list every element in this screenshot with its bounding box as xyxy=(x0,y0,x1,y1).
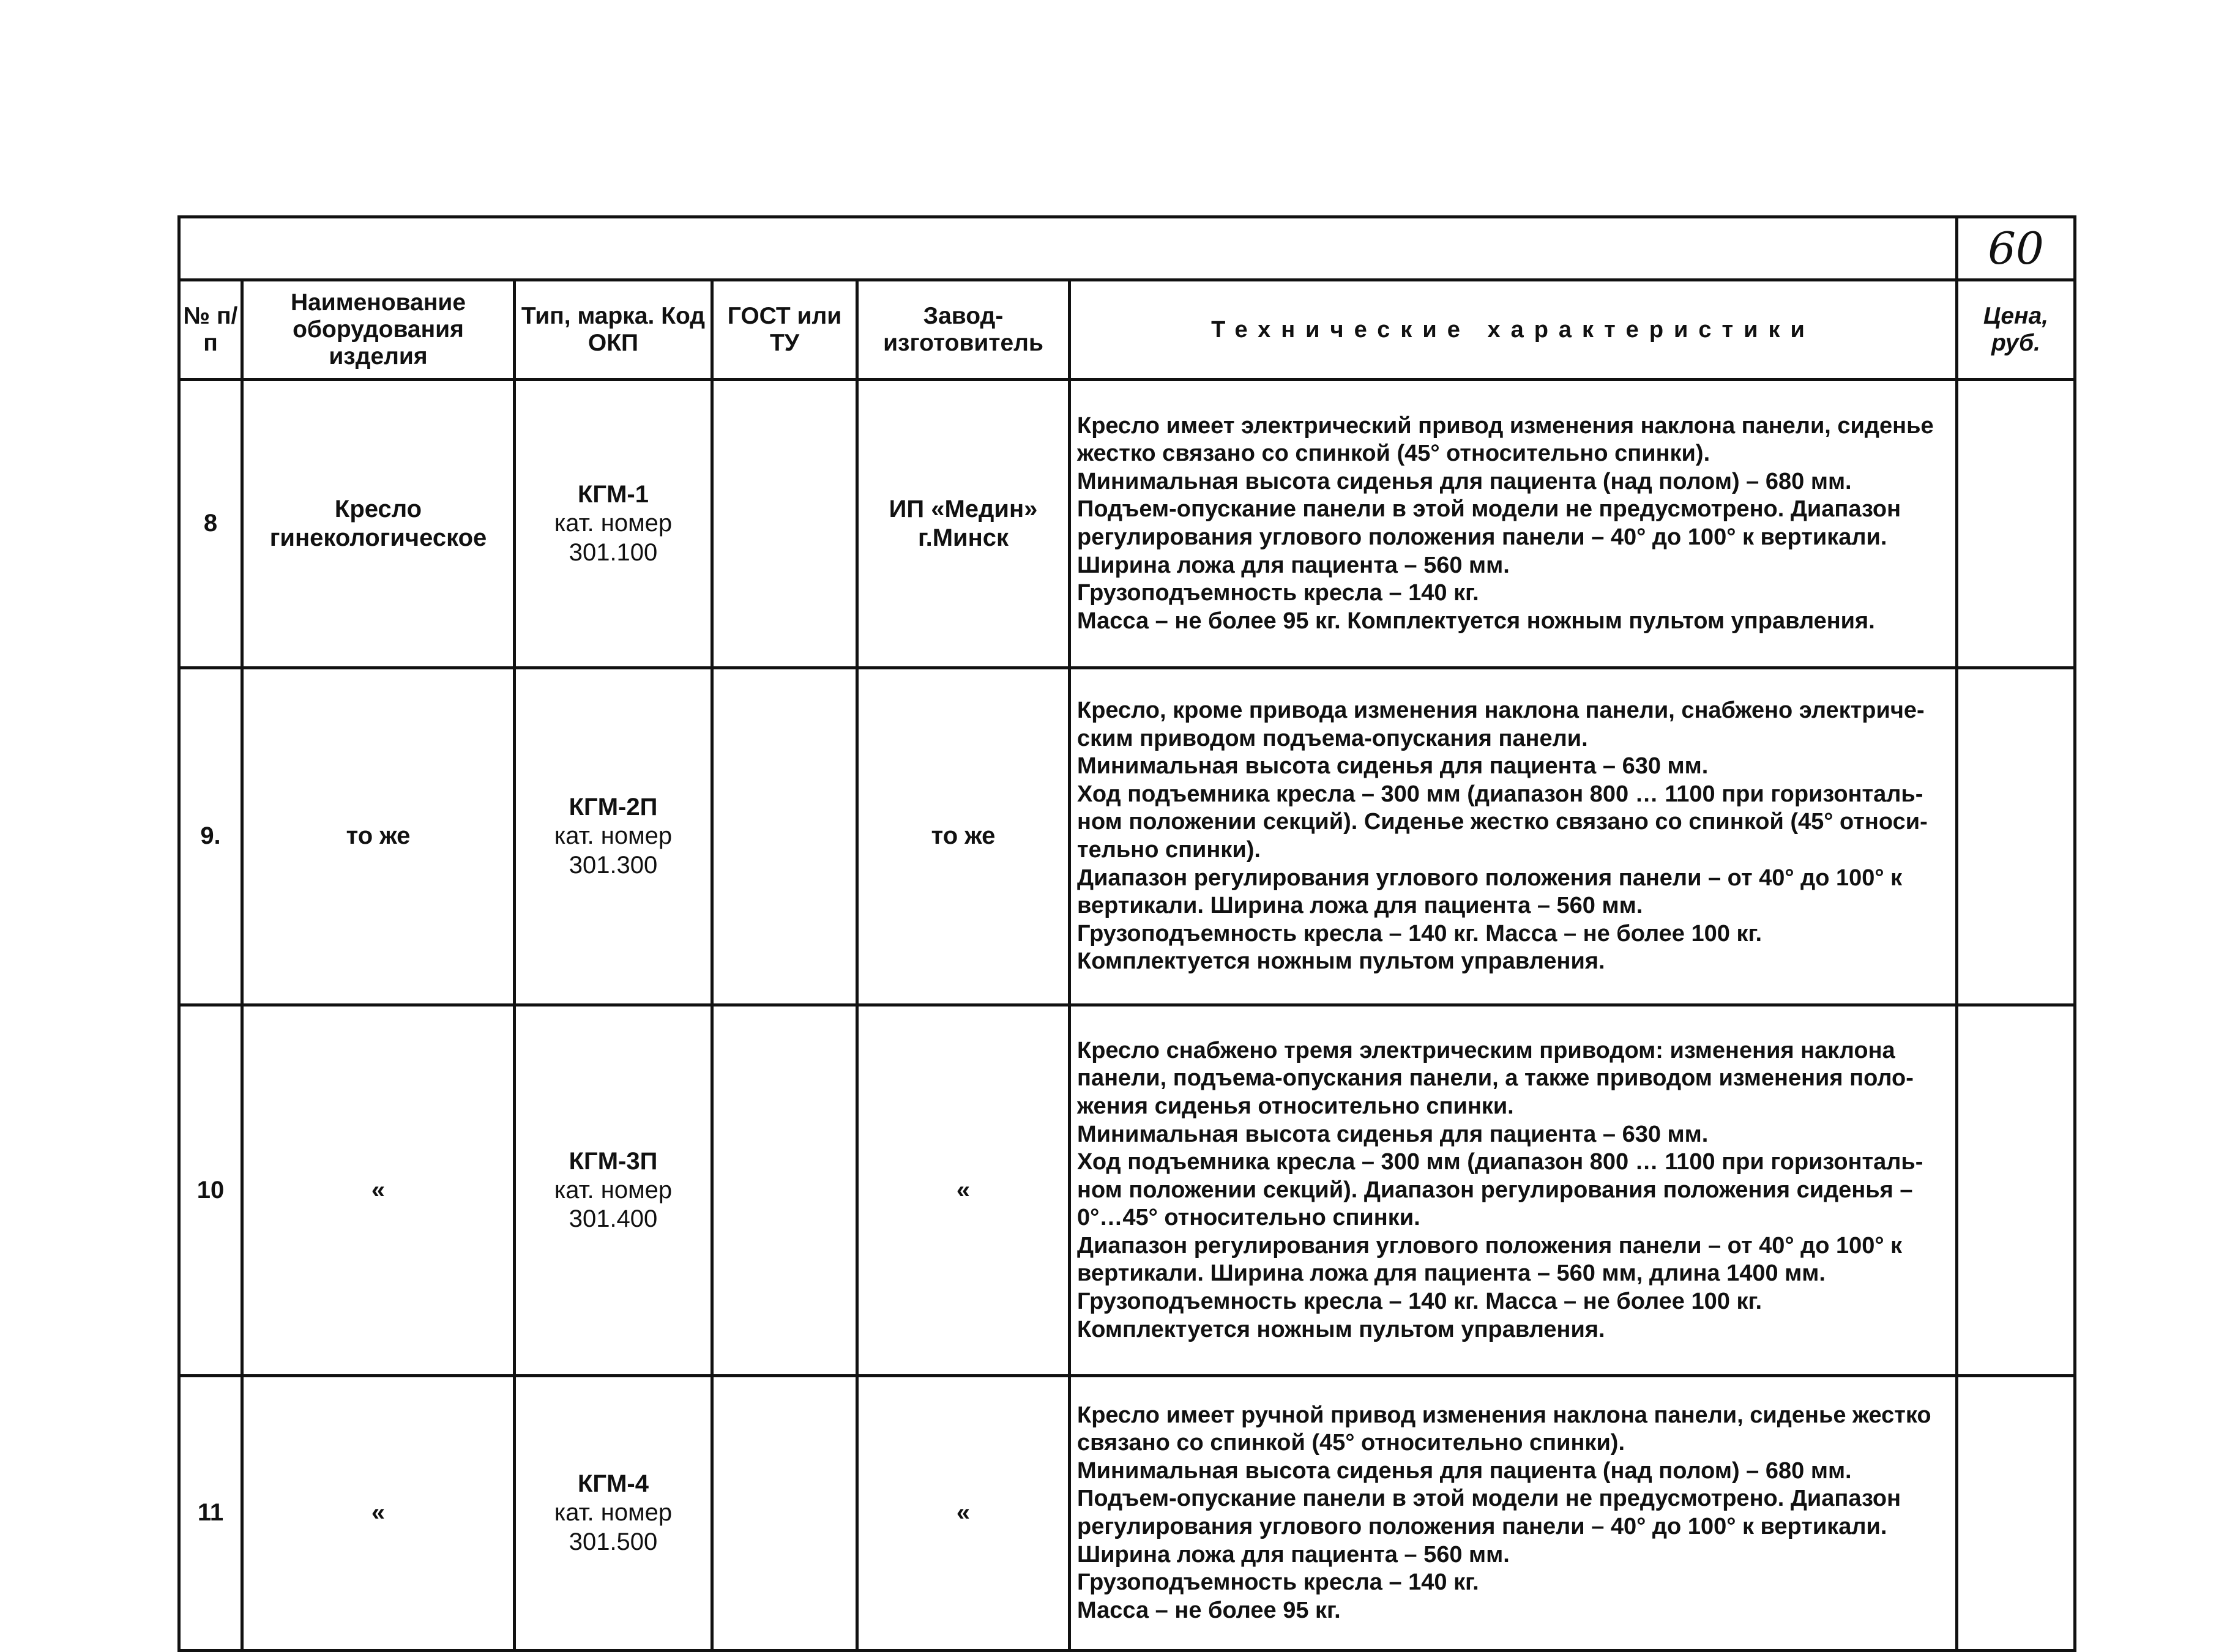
tech-line: Минимальная высота сиденья для пациента – 630 мм. xyxy=(1077,753,1709,779)
tech-line: жестко связано со спинкой (45° относительно спинки). xyxy=(1077,441,1710,467)
tech-line: Диапазон регулирования углового положения панели – от 40° до 100° к xyxy=(1077,1232,1903,1259)
gost-cell xyxy=(712,1376,857,1651)
model-cell xyxy=(515,1005,712,1376)
tech-line: регулирования углового положения панели – 40° до 100° к вертикали. xyxy=(1077,524,1887,550)
catalog-label: кат. номер xyxy=(554,510,673,537)
tech-line: Масса – не более 95 кг. xyxy=(1077,1597,1341,1623)
tech-line: тельно спинки). xyxy=(1077,837,1261,863)
model-cell xyxy=(515,668,712,1005)
tech-specs xyxy=(1070,380,1957,668)
tech-line: Ширина ложа для пациента – 560 мм. xyxy=(1077,552,1510,578)
model-cell xyxy=(515,380,712,668)
model-code: КГМ-1 xyxy=(578,481,649,508)
catalog-number: 301.500 xyxy=(569,1528,658,1555)
tech-line: связано со спинкой (45° относительно спинки). xyxy=(1077,1430,1625,1456)
tech-line: Ход подъемника кресла – 300 мм (диапазон 800 … 1100 при горизонталь- xyxy=(1077,781,1923,807)
tech-line: Ход подъемника кресла – 300 мм (диапазон 800 … 1100 при горизонталь- xyxy=(1077,1149,1923,1175)
header-type: Тип, марка. Код ОКП xyxy=(515,280,712,380)
equipment-name: Кресло гинекологическое xyxy=(242,380,515,668)
tech-line: ном положении секций). Диапазон регулирования положения сиденья – xyxy=(1077,1177,1913,1203)
tech-line: регулирования углового положения панели – 40° до 100° к вертикали. xyxy=(1077,1514,1887,1539)
price-cell xyxy=(1957,1005,2075,1376)
tech-line: вертикали. Ширина ложа для пациента – 560 мм, длина 1400 мм. xyxy=(1077,1260,1826,1287)
equipment-name: « xyxy=(242,1005,515,1376)
catalog-label: кат. номер xyxy=(554,822,673,850)
tech-line: Минимальная высота сиденья для пациента – 630 мм. xyxy=(1077,1121,1709,1147)
tech-line: Грузоподъемность кресла – 140 кг. Масса – не более 100 кг. xyxy=(1077,1289,1762,1315)
header-name: Наименование оборудования изделия xyxy=(242,280,515,380)
header-num: № п/п xyxy=(179,280,242,380)
tech-line: Грузоподъемность кресла – 140 кг. Масса – не более 100 кг. xyxy=(1077,920,1762,947)
tech-line: вертикали. Ширина ложа для пациента – 560 мм. xyxy=(1077,893,1643,919)
gost-cell xyxy=(712,1005,857,1376)
gost-cell xyxy=(712,380,857,668)
tech-line: Кресло имеет ручной привод изменения наклона панели, сиденье жестко xyxy=(1077,1402,1931,1428)
row-number: 9. xyxy=(179,668,242,1005)
manufacturer: « xyxy=(857,1005,1070,1376)
row-number: 11 xyxy=(179,1376,242,1651)
tech-line: ном положении секций). Сиденье жестко связано со спинкой (45° относи- xyxy=(1077,809,1928,835)
tech-line: Подъем-опускание панели в этой модели не предусмотрено. Диапазон xyxy=(1077,1486,1901,1512)
tech-line: Кресло снабжено тремя электрическим приводом: изменения наклона xyxy=(1077,1037,1895,1063)
tech-line: Подъем-опускание панели в этой модели не предусмотрено. Диапазон xyxy=(1077,496,1901,523)
table-row xyxy=(179,380,2075,668)
tech-line: Грузоподъемность кресла – 140 кг. xyxy=(1077,580,1479,606)
price-cell xyxy=(1957,1376,2075,1651)
manufacturer: то же xyxy=(857,668,1070,1005)
table-header xyxy=(179,280,2075,380)
catalog-number: 301.100 xyxy=(569,538,658,566)
catalog-label: кат. номер xyxy=(554,1499,673,1527)
page-number-row xyxy=(179,217,2075,280)
catalog-number: 301.300 xyxy=(569,851,658,879)
equipment-name: то же xyxy=(242,668,515,1005)
model-cell xyxy=(515,1376,712,1651)
tech-line: Минимальная высота сиденья для пациента (над полом) – 680 мм. xyxy=(1077,1457,1852,1484)
header-tech: Технические характеристики xyxy=(1070,280,1957,380)
tech-specs xyxy=(1070,1005,1957,1376)
catalog-label: кат. номер xyxy=(554,1176,673,1204)
tech-line: Масса – не более 95 кг. Комплектуется ножным пультом управления. xyxy=(1077,608,1875,634)
row-number: 8 xyxy=(179,380,242,668)
model-code: КГМ-2П xyxy=(569,794,658,821)
blank-top-cell xyxy=(179,217,1957,280)
tech-line: Минимальная высота сиденья для пациента (над полом) – 680 мм. xyxy=(1077,468,1852,494)
tech-line: Кресло, кроме привода изменения наклона панели, снабжено электриче- xyxy=(1077,698,1925,724)
table-row xyxy=(179,1376,2075,1651)
document-sheet xyxy=(177,215,2073,1652)
tech-line: Грузоподъемность кресла – 140 кг. xyxy=(1077,1569,1479,1596)
tech-line: ским приводом подъема-опускания панели. xyxy=(1077,725,1588,751)
tech-line: Диапазон регулирования углового положения панели – от 40° до 100° к xyxy=(1077,865,1903,891)
tech-line: Ширина ложа для пациента – 560 мм. xyxy=(1077,1541,1510,1568)
price-cell xyxy=(1957,668,2075,1005)
equipment-name: « xyxy=(242,1376,515,1651)
model-code: КГМ-4 xyxy=(578,1470,649,1498)
price-cell xyxy=(1957,380,2075,668)
page-number: 60 xyxy=(1957,217,2075,280)
tech-specs xyxy=(1070,668,1957,1005)
header-maker: Завод-изготовитель xyxy=(857,280,1070,380)
table-row xyxy=(179,668,2075,1005)
tech-line: Комплектуется ножным пультом управления. xyxy=(1077,948,1605,975)
header-gost: ГОСТ или ТУ xyxy=(712,280,857,380)
tech-line: 0°…45° относительно спинки. xyxy=(1077,1205,1420,1231)
table-row xyxy=(179,1005,2075,1376)
tech-specs xyxy=(1070,1376,1957,1651)
model-code: КГМ-3П xyxy=(569,1147,658,1175)
tech-line: жения сиденья относительно спинки. xyxy=(1077,1093,1514,1119)
tech-line: панели, подъема-опускания панели, а также приводом изменения поло- xyxy=(1077,1065,1914,1092)
equipment-spec-table xyxy=(177,215,2076,1652)
header-price: Цена, руб. xyxy=(1957,280,2075,380)
manufacturer: « xyxy=(857,1376,1070,1651)
tech-line: Кресло имеет электрический привод изменения наклона панели, сиденье xyxy=(1077,412,1934,439)
tech-line: Комплектуется ножным пультом управления. xyxy=(1077,1316,1605,1342)
manufacturer: ИП «Медин» г.Минск xyxy=(857,380,1070,668)
gost-cell xyxy=(712,668,857,1005)
row-number: 10 xyxy=(179,1005,242,1376)
catalog-number: 301.400 xyxy=(569,1205,658,1233)
